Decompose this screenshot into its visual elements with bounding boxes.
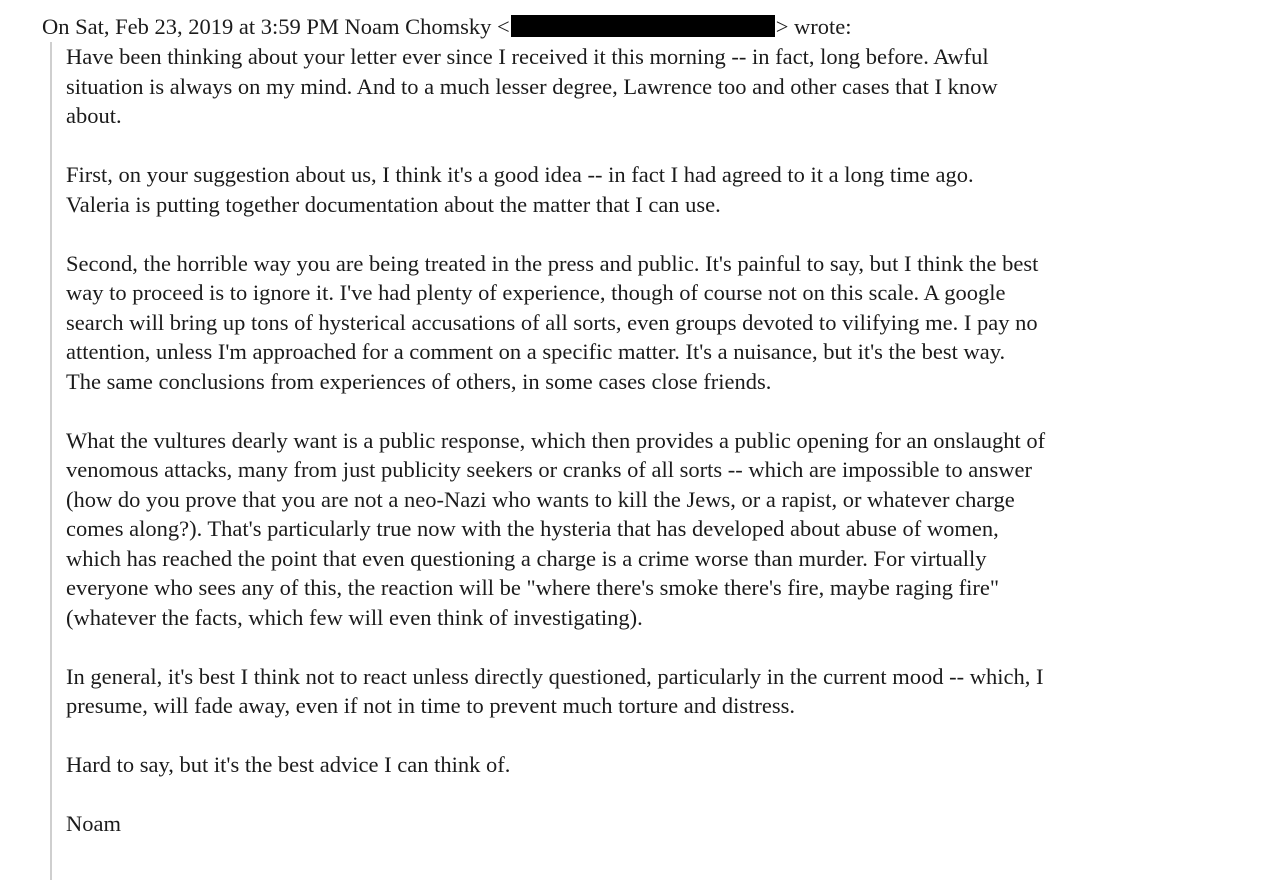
reply-header <box>42 12 852 42</box>
quoted-message-body <box>50 42 1250 880</box>
message-signature: Noam <box>66 811 121 836</box>
message-paragraph-1: Have been thinking about your letter ever since I received it this morning -- in fact, long before. Awful situation is always on my mind. And to a much lesser degree, Lawrence too and other cases that I know about. <box>66 44 998 128</box>
message-paragraph-6: Hard to say, but it's the best advice I can think of. <box>66 752 511 777</box>
message-paragraph-4: What the vultures dearly want is a public response, which then provides a public opening for an onslaught of venomous attacks, many from just publicity seekers or cranks of all sorts -- which are impossible to answer (how do you prove that you are not a neo-Nazi who wants to kill the Jews, or a rapist, or whatever charge comes along?). That's particularly true now with the hysteria that has developed about abuse of women, which has reached the point that even questioning a charge is a crime worse than murder. For virtually everyone who sees any of this, the reaction will be "where there's smoke there's fire, maybe raging fire" (whatever the facts, which few will even think of investigating). <box>66 427 1046 630</box>
redacted-email-block <box>511 15 775 37</box>
reply-header-prefix: On Sat, Feb 23, 2019 at 3:59 PM Noam Chomsky < <box>42 14 510 39</box>
message-paragraph-5: In general, it's best I think not to react unless directly questioned, particularly in the current mood -- which, I presume, will fade away, even if not in time to prevent much torture and distress. <box>66 663 1044 718</box>
message-paragraph-2: First, on your suggestion about us, I think it's a good idea -- in fact I had agreed to it a long time ago. Valeria is putting together documentation about the matter that I can use. <box>66 162 974 217</box>
message-paragraph-3: Second, the horrible way you are being treated in the press and public. It's painful to say, but I think the best way to proceed is to ignore it. I've had plenty of experience, though of course not on this scale. A google search will bring up tons of hysterical accusations of all sorts, even groups devoted to vilifying me. I pay no attention, unless I'm approached for a comment on a specific matter. It's a nuisance, but it's the best way. The same conclusions from experiences of others, in some cases close friends. <box>66 250 1039 394</box>
reply-header-suffix: > wrote: <box>775 14 852 39</box>
